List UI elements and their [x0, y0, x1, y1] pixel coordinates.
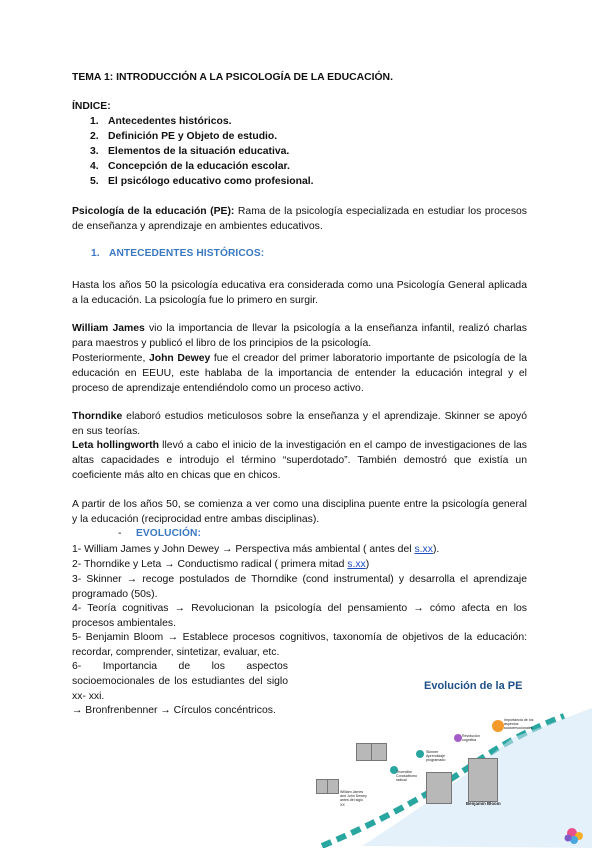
photo-john-dewey	[327, 779, 339, 794]
index-list	[90, 114, 314, 189]
figure-label: Skinner Aprendizaje programado	[426, 750, 446, 763]
photo-bloom	[468, 758, 498, 802]
evolution-figure	[302, 668, 592, 848]
figure-label-bloom: Benjamin Bloom	[466, 801, 501, 806]
evolution-item-3: 3- Skinner → recoge postulados de Thorndike (cond instrumental) y desarrolla el aprendizaje programado (50s).	[72, 574, 527, 600]
timeline-dot	[454, 734, 462, 742]
evolution-item-6: 6- Importancia de los aspectos socioemocionales de los estudiantes del siglo xx- xxi.	[72, 661, 288, 702]
figure-label: William James and John Dewey antes del siglo XX	[340, 790, 367, 807]
figure-label: Importancia de los aspectos socioemocionales	[504, 718, 534, 731]
figure-label: Thorndike Conductismo radical	[396, 770, 417, 783]
index-item: 1. Antecedentes históricos.	[90, 116, 232, 127]
timeline-dot	[416, 750, 424, 758]
document-title: TEMA 1: INTRODUCCIÓN A LA PSICOLOGÍA DE LA EDUCACIÓN.	[72, 72, 393, 83]
figure-label: Revolución cognitiva	[462, 734, 480, 743]
paragraph-william-james: William James vio la importancia de llevar la psicología a la enseñanza infantil, realizó charlas para maestros y publicó el libro de los principios de la psicología.	[72, 323, 528, 349]
index-item: 3. Elementos de la situación educativa.	[90, 146, 290, 157]
sxx-link[interactable]: s.xx	[414, 544, 433, 555]
paragraph-leta-hollingworth: Leta hollingworth llevó a cabo el inicio de la investigación en el campo de investigaciones de las altas capacidades e introdujo el término “superdotado”. También demostró que existía un coeficiente más alto en chicas que en chicos.	[72, 440, 527, 481]
section-heading: 1. ANTECEDENTES HISTÓRICOS:	[91, 248, 265, 259]
paragraph-fifties: A partir de los años 50, se comienza a ver como una disciplina puente entre la psicología general y la educación (reciprocidad entre ambas disciplinas).	[72, 499, 527, 525]
evolution-item-2: 2- Thorndike y Leta → Conductismo radical ( primera mitad s.xx)	[72, 559, 370, 570]
timeline-dot	[492, 720, 504, 732]
index-item: 4. Concepción de la educación escolar.	[90, 161, 290, 172]
index-item: 2. Definición PE y Objeto de estudio.	[90, 131, 278, 142]
evolution-item-5: 5- Benjamin Bloom → Establece procesos cognitivos, taxonomía de objetivos de la educación: recordar, comprender, sintetizar, evaluar, etc.	[72, 632, 527, 658]
photo-thorndike	[356, 743, 372, 761]
sxx-link[interactable]: s.xx	[347, 559, 366, 570]
evolution-item-1: 1- William James y John Dewey → Perspectiva más ambiental ( antes del s.xx).	[72, 544, 440, 555]
index-heading: ÍNDICE:	[72, 101, 111, 112]
photo-skinner	[426, 772, 452, 804]
evolution-heading: - EVOLUCIÓN:	[118, 528, 201, 539]
paragraph-john-dewey: Posteriormente, John Dewey fue el creador del primer laboratorio importante de psicología de la educación en EEUU, este hablaba de la importancia de entender la educación integral y el proceso de aprendizaje entendiéndolo como un proceso activo.	[72, 353, 527, 394]
evolution-item-4: 4- Teoría cognitivas → Revolucionan la psicología del pensamiento → cómo afecta en los procesos ambientales.	[72, 603, 527, 629]
evolution-item-7: → Bronfrenbenner → Círculos concéntricos.	[72, 705, 276, 716]
photo-leta	[371, 743, 387, 761]
definition-paragraph: Psicología de la educación (PE): Rama de la psicología especializada en estudiar los procesos de enseñanza y aprendizaje en ambientes educativos.	[72, 206, 527, 232]
figure-title: Evolución de la PE	[424, 680, 523, 692]
paragraph-history: Hasta los años 50 la psicología educativa era considerada como una Psicología General aplicada a la educación. La psicología fue lo primero en surgir.	[72, 280, 527, 306]
index-item: 5. El psicólogo educativo como profesional.	[90, 176, 314, 187]
paragraph-thorndike: Thorndike elaboró estudios meticulosos sobre la enseñanza y el aprendizaje. Skinner se apoyó en sus teorías.	[72, 411, 527, 437]
